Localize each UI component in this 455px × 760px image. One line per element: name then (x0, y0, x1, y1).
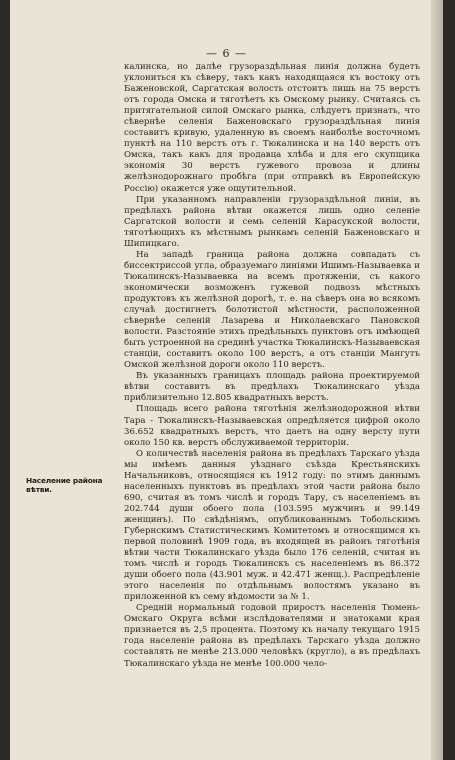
page-number: — 6 — (206, 47, 247, 60)
margin-note: Население района вѣтви. (26, 476, 103, 494)
paragraph: Средній нормальный годовой приростъ населенія Тюмень-Омскаго Округа всѣми изслѣдователями и знатоками края признается въ 2,5 процента. Поэтому къ началу текущаго 1915 года населеніе района въ предѣлахъ Тарскаго уѣзда должно составлять не менѣе 213.000 человѣкъ (кругло), а въ предѣлахъ Тюкалинскаго уѣзда не менѣе 100.000 чело- (124, 603, 420, 669)
book-page (10, 0, 443, 760)
paragraph: калинска, но далѣе грузораздѣльная линія должна будетъ уклониться къ сѣверу, такъ какъ находящаяся къ востоку отъ Баженовской, Саргатская волость отстоитъ лишь на 75 верстъ отъ города Омска и тяготѣетъ къ Омскому рынку. Считаясь съ притягательной силой Омскаго рынка, слѣдуетъ признать, что сѣвернѣе селенія Баженовскаго грузораздѣльная линія составитъ кривую, удаленную въ своемъ наиболѣе восточномъ пунктѣ на 110 верстъ отъ г. Тюкалинска и на 140 верстъ отъ Омска, такъ какъ для продавца хлѣба и для его скупщика экономія 30 верстъ гужевого провоза и длины желѣзнодорожнаго пробѣга (при отправкѣ въ Европейскую Россію) окажется уже ощутительной. (124, 62, 420, 194)
page-edge (431, 0, 443, 760)
paragraph: При указанномъ направленіи грузораздѣльной линіи, въ предѣлахъ района вѣтви окажется лишь одно селеніе Саргатской волости и семь селеній Карасукской волости, тяготѣющихъ къ мѣстнымъ рынкамъ селеній Баженовскаго и Шипицкаго. (124, 194, 420, 249)
paragraph: Площадь всего района тяготѣнія желѣзнодорожной вѣтви Тара - Тюкалинскъ-Называевская опредѣляется цифрой около 36.652 квадратныхъ верстъ, что даетъ на одну версту пути около 150 кв. верстъ обслуживаемой территоріи. (124, 404, 420, 448)
body-text (124, 62, 420, 670)
paragraph: На западѣ граница района должна совпадать съ биссектриссой угла, образуемаго линіями Ишимъ-Называевка и Тюкалинскъ-Называевка на всемъ протяженіи, съ какого экономически возможенъ гужевой подвозъ мѣстныхъ продуктовъ къ желѣзной дорогѣ, т. е. на сѣверъ она во всякомъ случаѣ достигнетъ болотистой мѣстности, расположенной сѣвернѣе селеній Лазарева и Николаевскаго Пановской волости. Разстояніе этихъ предѣльныхъ пунктовъ отъ имѣющей быть устроенной на срединѣ участка Тюкалинскъ-Называевская станціи, составитъ около 100 верстъ, а отъ станціи Мангутъ Омской желѣзной дороги около 110 верстъ. (124, 249, 420, 371)
paragraph: О количествѣ населенія района въ предѣлахъ Тарскаго уѣзда мы имѣемъ данныя уѣзднаго съѣзда Крестьянскихъ Начальниковъ, относящіяся къ 1912 году: по этимъ даннымъ населенныхъ пунктовъ въ предѣлахъ этой части района было 690, считая въ томъ числѣ и городъ Тару, съ населеніемъ въ 202.744 души обоего пола (103.595 мужчинъ и 99.149 женщинъ). По свѣдѣніямъ, опубликованнымъ Тобольскимъ Губернскимъ Статистическимъ Комитетомъ и относящимся къ первой половинѣ 1909 года, въ входящей въ районъ тяготѣнія вѣтви части Тюкалинскаго уѣзда было 176 селеній, считая въ томъ числѣ и городъ Тюкалинскъ съ населеніемъ въ 86.372 души обоего пола (43.901 муж. и 42.471 женщ.). Распредѣленіе этого населенія по отдѣльнымъ волостямъ указано въ приложенной къ сему вѣдомости за № 1. (124, 448, 420, 603)
paragraph: Въ указанныхъ границахъ площадь района проектируемой вѣтви составитъ въ предѣлахъ Тюкалинскаго уѣзда приблизительно 12.805 квадратныхъ верстъ. (124, 371, 420, 404)
